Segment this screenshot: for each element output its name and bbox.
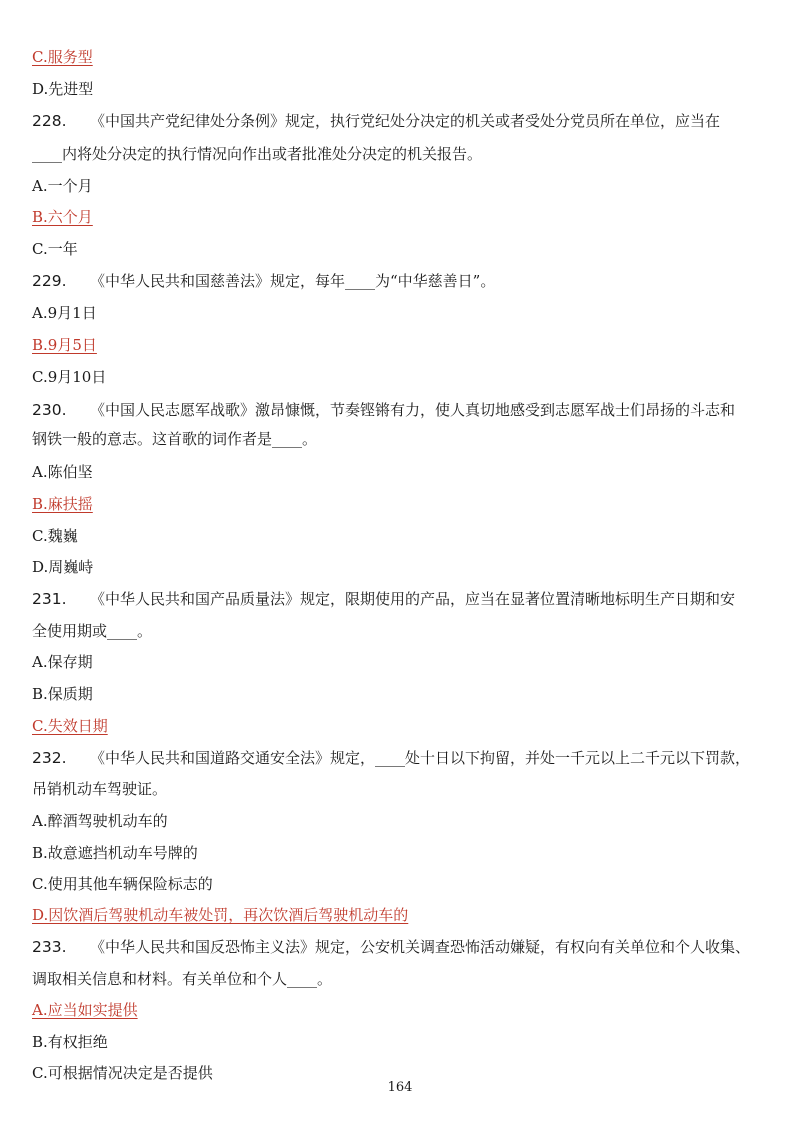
answer-option-correct: C.服务型 xyxy=(32,48,93,66)
answer-option: C.可根据情况决定是否提供 xyxy=(32,1064,213,1082)
answer-option: A.醉酒驾驶机动车的 xyxy=(32,812,168,830)
answer-option-correct: B.六个月 xyxy=(32,208,93,226)
answer-option: A.9月1日 xyxy=(32,304,97,322)
question-text-continued: 调取相关信息和材料。有关单位和个人____。 xyxy=(32,970,333,988)
question-text: 《中华人民共和国产品质量法》规定，限期使用的产品，应当在显著位置清晰地标明生产日期和安 xyxy=(90,590,736,608)
question-number: 228. xyxy=(32,112,67,130)
answer-option-correct: B.9月5日 xyxy=(32,336,97,354)
answer-option: D.周巍峙 xyxy=(32,558,94,576)
question-text-continued: 钢铁一般的意志。这首歌的词作者是____。 xyxy=(32,430,318,448)
answer-option: C.魏巍 xyxy=(32,527,78,545)
answer-option-correct: A.应当如实提供 xyxy=(32,1001,138,1019)
answer-option: D.先进型 xyxy=(32,80,94,98)
answer-option: A.陈伯坚 xyxy=(32,463,93,481)
question-stem xyxy=(32,270,772,292)
question-text: 《中华人民共和国慈善法》规定，每年____为“中华慈善日”。 xyxy=(90,272,496,290)
question-text-continued: 全使用期或____。 xyxy=(32,622,153,640)
question-text: 《中国人民志愿军战歌》激昂慷慨，节奏铿锵有力，使人真切地感受到志愿军战士们昂扬的斗志和 xyxy=(90,401,736,419)
answer-option: B.故意遮挡机动车号牌的 xyxy=(32,844,198,862)
answer-option: B.保质期 xyxy=(32,685,93,703)
answer-option: A.保存期 xyxy=(32,653,93,671)
question-text: 《中华人民共和国道路交通安全法》规定，____处十日以下拘留，并处一千元以上二千元以下罚款， xyxy=(90,749,751,767)
answer-option: C.一年 xyxy=(32,240,78,258)
question-number: 233. xyxy=(32,938,67,956)
question-stem xyxy=(32,936,772,958)
answer-option-correct: B.麻扶摇 xyxy=(32,495,93,513)
question-number: 232. xyxy=(32,749,67,767)
answer-option: C.使用其他车辆保险标志的 xyxy=(32,875,213,893)
answer-option-correct: C.失效日期 xyxy=(32,717,108,735)
answer-option: C.9月10日 xyxy=(32,368,107,386)
answer-option: A.一个月 xyxy=(32,177,93,195)
answer-option-correct: D.因饮酒后驾驶机动车被处罚，再次饮酒后驾驶机动车的 xyxy=(32,906,409,924)
page-number: 164 xyxy=(387,1080,413,1095)
question-stem xyxy=(32,399,772,421)
question-stem xyxy=(32,588,772,610)
question-stem xyxy=(32,747,772,769)
question-stem xyxy=(32,110,772,132)
question-number: 231. xyxy=(32,590,67,608)
question-text-continued: 吊销机动车驾驶证。 xyxy=(32,780,168,798)
question-text: 《中华人民共和国反恐怖主义法》规定，公安机关调查恐怖活动嫌疑，有权向有关单位和个人收集、 xyxy=(90,938,751,956)
question-text: 《中国共产党纪律处分条例》规定，执行党纪处分决定的机关或者受处分党员所在单位，应当在 xyxy=(90,112,721,130)
question-number: 230. xyxy=(32,401,67,419)
question-number: 229. xyxy=(32,272,67,290)
answer-option: B.有权拒绝 xyxy=(32,1033,108,1051)
question-text-continued: ____内将处分决定的执行情况向作出或者批准处分决定的机关报告。 xyxy=(32,145,483,163)
